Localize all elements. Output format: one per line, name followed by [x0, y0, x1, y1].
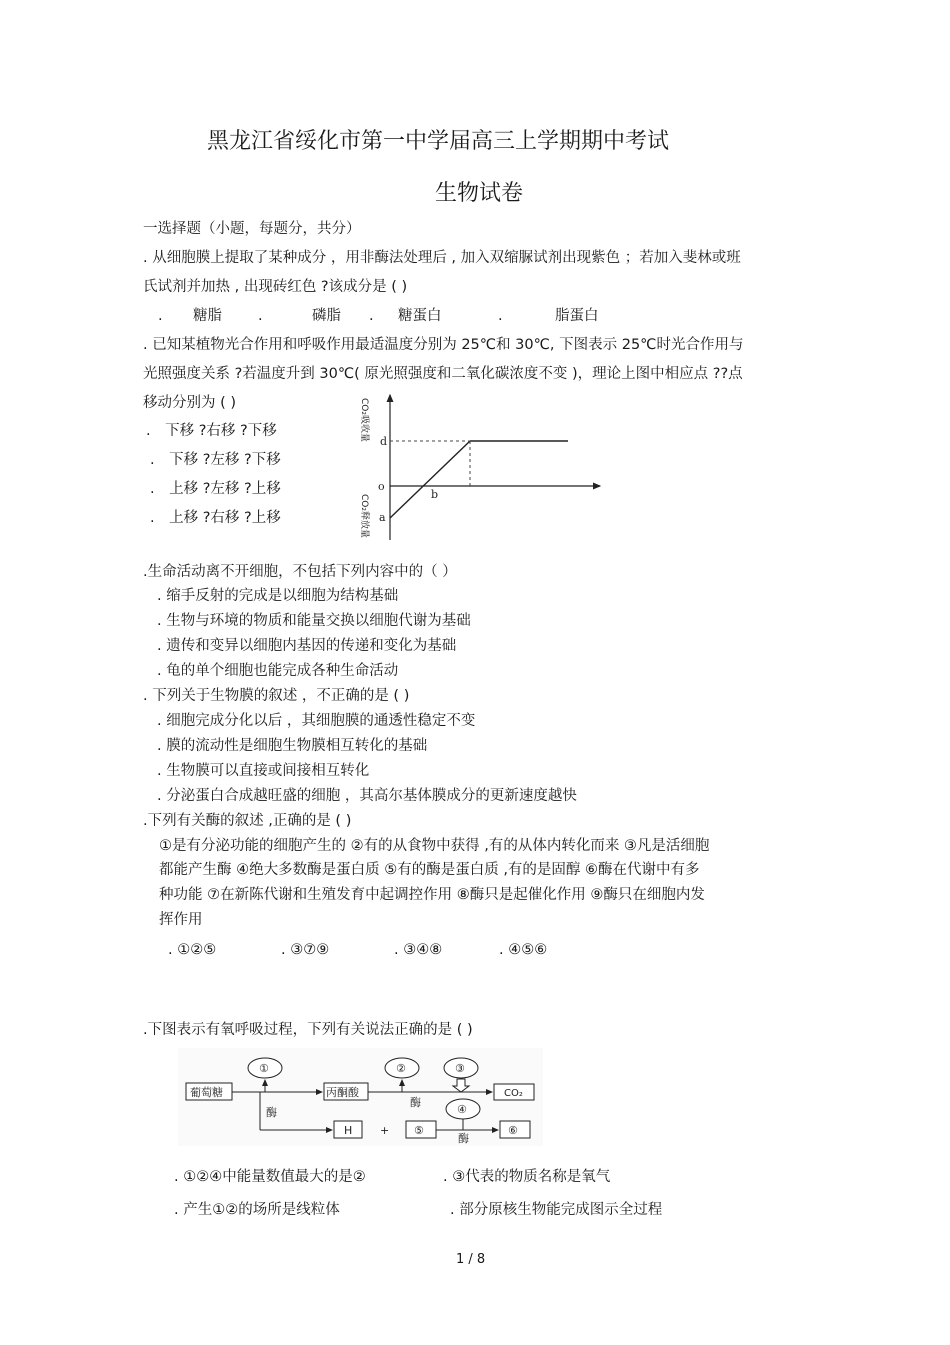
svg-text:⑤: ⑤ [414, 1124, 424, 1137]
label-b: b [431, 488, 439, 501]
svg-text:②: ② [396, 1062, 406, 1075]
svg-text:CO₂: CO₂ [504, 1088, 523, 1099]
q1-option-d-marker: . [498, 308, 503, 324]
ylabel-top: CO₂吸收量 [359, 398, 369, 442]
q2-line1: . 已知某植物光合作用和呼吸作用最适温度分别为 25℃和 30℃, 下图表示 25℃时光合作用与 [143, 337, 744, 353]
q3-option-b: . 生物与环境的物质和能量交换以细胞代谢为基础 [157, 613, 471, 629]
q4-option-a: . 细胞完成分化以后 ，其细胞膜的通透性稳定不变 [157, 713, 476, 729]
q3-option-a: . 缩手反射的完成是以细胞为结构基础 [157, 588, 399, 604]
q4-option-c: . 生物膜可以直接或间接相互转化 [157, 763, 370, 779]
q2-option-c: . 上移 ?左移 ?上移 [150, 481, 281, 497]
svg-text:丙酮酸: 丙酮酸 [326, 1086, 359, 1099]
svg-text:⑥: ⑥ [508, 1124, 518, 1137]
label-d: d [380, 435, 388, 448]
q4-option-d: . 分泌蛋白合成越旺盛的细胞 ，其高尔基体膜成分的更新速度越快 [157, 788, 577, 804]
q1-option-c: 糖蛋白 [398, 308, 442, 324]
svg-text:葡萄糖: 葡萄糖 [190, 1086, 223, 1099]
q5-option-d: . ④⑤⑥ [499, 942, 548, 958]
q2-option-d: . 上移 ?右移 ?上移 [150, 510, 281, 526]
svg-text:酶: 酶 [458, 1132, 469, 1145]
page-number: 1 / 8 [456, 1252, 486, 1267]
q3-option-d: . 龟的单个细胞也能完成各种生命活动 [157, 663, 399, 679]
q5-body-1: ①是有分泌功能的细胞产生的 ②有的从食物中获得 ,有的从体内转化而来 ③凡是活细胞 [159, 838, 710, 854]
svg-text:③: ③ [455, 1062, 465, 1075]
q1-line2: 氏试剂并加热 , 出现砖红色 ?该成分是 ( ) [143, 279, 408, 295]
q3-option-c: . 遗传和变异以细胞内基因的传递和变化为基础 [157, 638, 457, 654]
q1-option-d: 脂蛋白 [555, 308, 599, 324]
svg-text:酶: 酶 [266, 1106, 277, 1119]
svg-text:+: + [380, 1124, 390, 1137]
q1-line1: . 从细胞膜上提取了某种成分 ，用非酶法处理后 , 加入双缩脲试剂出现紫色 ；若加入斐林或班 [143, 250, 741, 266]
label-o: o [378, 480, 385, 493]
q6-option-c: . 产生①②的场所是线粒体 [174, 1202, 340, 1218]
q6-option-a: . ①②④中能量数值最大的是② [174, 1169, 366, 1185]
q6-stem: .下图表示有氧呼吸过程，下列有关说法正确的是 ( ) [143, 1022, 473, 1038]
q5-option-c: . ③④⑧ [394, 942, 443, 958]
light-intensity-graph [350, 390, 610, 550]
q4-stem: . 下列关于生物膜的叙述 ，不正确的是 ( ) [143, 688, 410, 704]
section-heading: 一选择题（小题，每题分，共分） [143, 221, 361, 237]
q3-stem: .生命活动离不开细胞，不包括下列内容中的（ ） [143, 564, 457, 580]
q2-option-a: . 下移 ?右移 ?下移 [146, 423, 277, 439]
svg-text:酶: 酶 [410, 1096, 421, 1109]
q2-line3: 移动分别为 ( ) [143, 395, 237, 411]
svg-text:H: H [344, 1124, 353, 1137]
q5-body-4: 挥作用 [159, 912, 203, 928]
q5-stem: .下列有关酶的叙述 ,正确的是 ( ) [143, 813, 352, 829]
q5-option-a: . ①②⑤ [168, 942, 217, 958]
q1-option-a-marker: . [158, 308, 163, 324]
q2-line2: 光照强度关系 ?若温度升到 30℃( 原光照强度和二氧化碳浓度不变 )，理论上图中相应点 ??点 [143, 366, 743, 382]
svg-text:①: ① [259, 1062, 269, 1075]
q2-option-b: . 下移 ?左移 ?下移 [150, 452, 281, 468]
q1-option-c-marker: . [369, 308, 374, 324]
q6-option-b: . ③代表的物质名称是氧气 [443, 1169, 611, 1185]
q4-option-b: . 膜的流动性是细胞生物膜相互转化的基础 [157, 738, 428, 754]
q5-option-b: . ③⑦⑨ [281, 942, 330, 958]
q6-option-d: . 部分原核生物能完成图示全过程 [450, 1202, 663, 1218]
aerobic-respiration-diagram [178, 1048, 543, 1146]
svg-text:④: ④ [457, 1103, 467, 1116]
ylabel-bottom: CO₂释放量 [359, 494, 369, 538]
q5-body-2: 都能产生酶 ④绝大多数酶是蛋白质 ⑤有的酶是蛋白质 ,有的是固醇 ⑥酶在代谢中有多 [159, 862, 700, 878]
page-subtitle: 生物试卷 [435, 181, 524, 206]
label-a: a [379, 511, 386, 524]
q1-option-b: 磷脂 [312, 308, 341, 324]
q1-option-a: 糖脂 [193, 308, 222, 324]
page-title: 黑龙江省绥化市第一中学届高三上学期期中考试 [207, 129, 670, 154]
q5-body-3: 种功能 ⑦在新陈代谢和生殖发育中起调控作用 ⑧酶只是起催化作用 ⑨酶只在细胞内发 [159, 887, 705, 903]
curve-rise [390, 441, 470, 518]
q1-option-b-marker: . [258, 308, 263, 324]
